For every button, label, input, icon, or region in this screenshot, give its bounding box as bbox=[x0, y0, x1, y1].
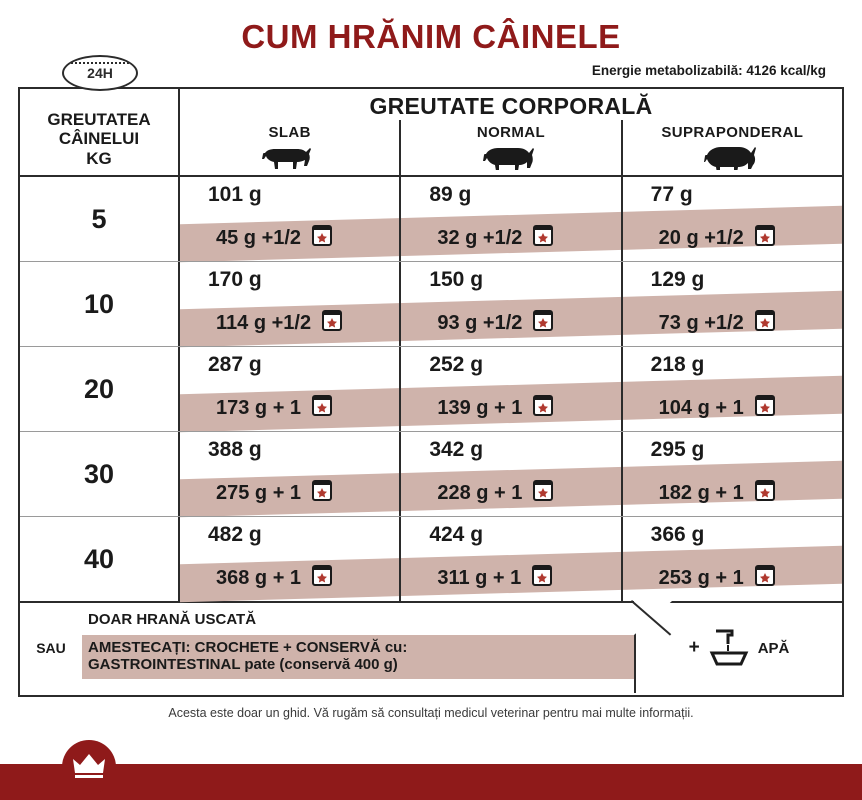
row-weight-label: 5 bbox=[20, 177, 180, 261]
table-row bbox=[20, 431, 842, 516]
mix-amount-row bbox=[415, 393, 620, 423]
mix-amount-row bbox=[194, 478, 399, 508]
mix-amount: 139 g + 1 bbox=[437, 396, 523, 419]
cell-normal bbox=[399, 177, 620, 261]
mix-amount-row bbox=[194, 393, 399, 423]
dry-amount: 295 g bbox=[650, 438, 705, 461]
header-columns bbox=[180, 120, 842, 175]
mix-amount-row bbox=[637, 478, 842, 508]
dog-thin-icon bbox=[261, 144, 319, 175]
mix-amount: 20 g +1/2 bbox=[658, 226, 744, 249]
page-title: CUM HRĂNIM CÂINELE bbox=[241, 18, 621, 55]
footer-or-label: SAU bbox=[36, 640, 66, 656]
mix-amount: 228 g + 1 bbox=[437, 481, 523, 504]
can-icon bbox=[532, 393, 554, 423]
row-weight-label: 10 bbox=[20, 262, 180, 346]
cell-slab bbox=[180, 347, 399, 431]
cell-supraponderal bbox=[621, 347, 842, 431]
can-icon bbox=[754, 308, 776, 338]
footer-mix-band bbox=[82, 635, 634, 679]
dry-amount: 366 g bbox=[650, 523, 705, 546]
mix-amount-row bbox=[637, 308, 842, 338]
dog-normal-icon bbox=[482, 144, 540, 175]
cell-normal bbox=[399, 432, 620, 516]
table-row bbox=[20, 516, 842, 601]
header-dog-weight-line3: KG bbox=[86, 148, 112, 168]
cell-supraponderal bbox=[621, 262, 842, 346]
row-cells bbox=[180, 177, 842, 261]
mix-amount-row bbox=[637, 563, 842, 593]
water-label: APĂ bbox=[757, 639, 790, 657]
mix-amount-row bbox=[415, 478, 620, 508]
table-row bbox=[20, 261, 842, 346]
mix-amount-row bbox=[415, 308, 620, 338]
dry-amount: 129 g bbox=[650, 268, 705, 291]
header-body-condition-title: GREUTATE CORPORALĂ bbox=[369, 93, 653, 119]
row-cells bbox=[180, 347, 842, 431]
brand-bar bbox=[0, 764, 862, 800]
mix-amount-row bbox=[194, 563, 399, 593]
dry-amount: 388 g bbox=[208, 438, 262, 461]
footer-dry-only: DOAR HRANĂ USCATĂ bbox=[88, 611, 257, 628]
can-icon bbox=[754, 478, 776, 508]
can-icon bbox=[754, 223, 776, 253]
plus-sign: + bbox=[688, 637, 700, 658]
table-footer bbox=[20, 601, 842, 693]
header-body-condition bbox=[180, 89, 842, 175]
footer-texts bbox=[82, 603, 634, 693]
row-cells bbox=[180, 432, 842, 516]
header-column-label: SLAB bbox=[268, 124, 311, 141]
cell-slab bbox=[180, 177, 399, 261]
table-row bbox=[20, 177, 842, 261]
mix-amount: 275 g + 1 bbox=[216, 481, 302, 504]
mix-amount: 73 g +1/2 bbox=[658, 311, 744, 334]
row-cells bbox=[180, 517, 842, 601]
dry-amount: 342 g bbox=[429, 438, 484, 461]
feeding-table bbox=[18, 87, 844, 697]
footer-mix-line2: GASTROINTESTINAL pate (conservă 400 g) bbox=[88, 656, 398, 674]
mix-amount: 45 g +1/2 bbox=[216, 226, 302, 249]
dry-amount: 89 g bbox=[429, 183, 472, 206]
cell-supraponderal bbox=[621, 517, 842, 601]
footer-feeding-options bbox=[20, 603, 634, 693]
dog-overweight-icon bbox=[703, 144, 761, 175]
can-icon bbox=[321, 308, 343, 338]
cell-slab bbox=[180, 432, 399, 516]
mix-amount: 32 g +1/2 bbox=[437, 226, 523, 249]
dry-amount: 170 g bbox=[208, 268, 262, 291]
footer-water bbox=[634, 603, 842, 693]
header-dog-weight-line2: CÂINELUI bbox=[58, 129, 140, 149]
can-icon bbox=[754, 563, 776, 593]
row-weight-label: 40 bbox=[20, 517, 180, 601]
dry-amount: 482 g bbox=[208, 523, 262, 546]
dry-amount: 150 g bbox=[429, 268, 484, 291]
mix-amount-row bbox=[415, 223, 620, 253]
cell-supraponderal bbox=[621, 177, 842, 261]
cell-normal bbox=[399, 262, 620, 346]
mix-amount: 93 g +1/2 bbox=[437, 311, 523, 334]
energy-row bbox=[0, 53, 862, 87]
can-icon bbox=[531, 563, 553, 593]
header-dog-weight-line1: GREUTATEA bbox=[47, 109, 151, 129]
dry-amount: 101 g bbox=[208, 183, 262, 206]
dry-amount: 287 g bbox=[208, 353, 262, 376]
mix-amount: 311 g + 1 bbox=[437, 566, 522, 589]
royal-canin-crown-logo bbox=[62, 740, 116, 794]
mix-amount: 104 g + 1 bbox=[658, 396, 744, 419]
mix-amount-row bbox=[637, 393, 842, 423]
table-header bbox=[20, 89, 842, 177]
can-icon bbox=[311, 393, 333, 423]
mix-amount-row bbox=[194, 223, 399, 253]
header-column-label: NORMAL bbox=[476, 124, 546, 141]
mix-amount-row bbox=[415, 563, 620, 593]
header-column-label: SUPRAPONDERAL bbox=[661, 124, 804, 141]
row-weight-label: 20 bbox=[20, 347, 180, 431]
cell-normal bbox=[399, 517, 620, 601]
dry-amount: 77 g bbox=[650, 183, 693, 206]
mix-amount: 114 g +1/2 bbox=[216, 311, 312, 334]
can-icon bbox=[532, 223, 554, 253]
header-column-slab bbox=[180, 120, 399, 175]
cell-slab bbox=[180, 517, 399, 601]
header-column-supraponderal bbox=[621, 120, 842, 175]
mix-amount: 368 g + 1 bbox=[216, 566, 302, 589]
can-icon bbox=[311, 478, 333, 508]
dry-amount: 424 g bbox=[429, 523, 484, 546]
badge-label: 24H bbox=[87, 65, 113, 81]
table-row bbox=[20, 346, 842, 431]
footer-mix-line1: AMESTECAȚI: CROCHETE + CONSERVĂ cu: bbox=[88, 639, 408, 656]
mix-amount: 253 g + 1 bbox=[658, 566, 744, 589]
clock-24h-icon bbox=[62, 55, 138, 91]
disclaimer-text: Acesta este doar un ghid. Vă rugăm să consultați medicul veterinar pentru mai multe informații. bbox=[168, 706, 694, 720]
header-dog-weight bbox=[20, 89, 180, 175]
mix-amount: 182 g + 1 bbox=[658, 481, 744, 504]
row-weight-label: 30 bbox=[20, 432, 180, 516]
header-column-normal bbox=[399, 120, 620, 175]
cell-supraponderal bbox=[621, 432, 842, 516]
cell-normal bbox=[399, 347, 620, 431]
mix-amount-row bbox=[637, 223, 842, 253]
table-rows bbox=[20, 177, 842, 601]
metabolizable-energy-text: Energie metabolizabilă: 4126 kcal/kg bbox=[591, 63, 826, 78]
dry-amount: 218 g bbox=[650, 353, 705, 376]
can-icon bbox=[311, 563, 333, 593]
row-cells bbox=[180, 262, 842, 346]
mix-amount: 173 g + 1 bbox=[216, 396, 302, 419]
cell-slab bbox=[180, 262, 399, 346]
can-icon bbox=[311, 223, 333, 253]
dry-amount: 252 g bbox=[429, 353, 484, 376]
water-bowl-icon bbox=[706, 625, 752, 672]
can-icon bbox=[754, 393, 776, 423]
can-icon bbox=[532, 308, 554, 338]
can-icon bbox=[532, 478, 554, 508]
mix-amount-row bbox=[194, 308, 399, 338]
